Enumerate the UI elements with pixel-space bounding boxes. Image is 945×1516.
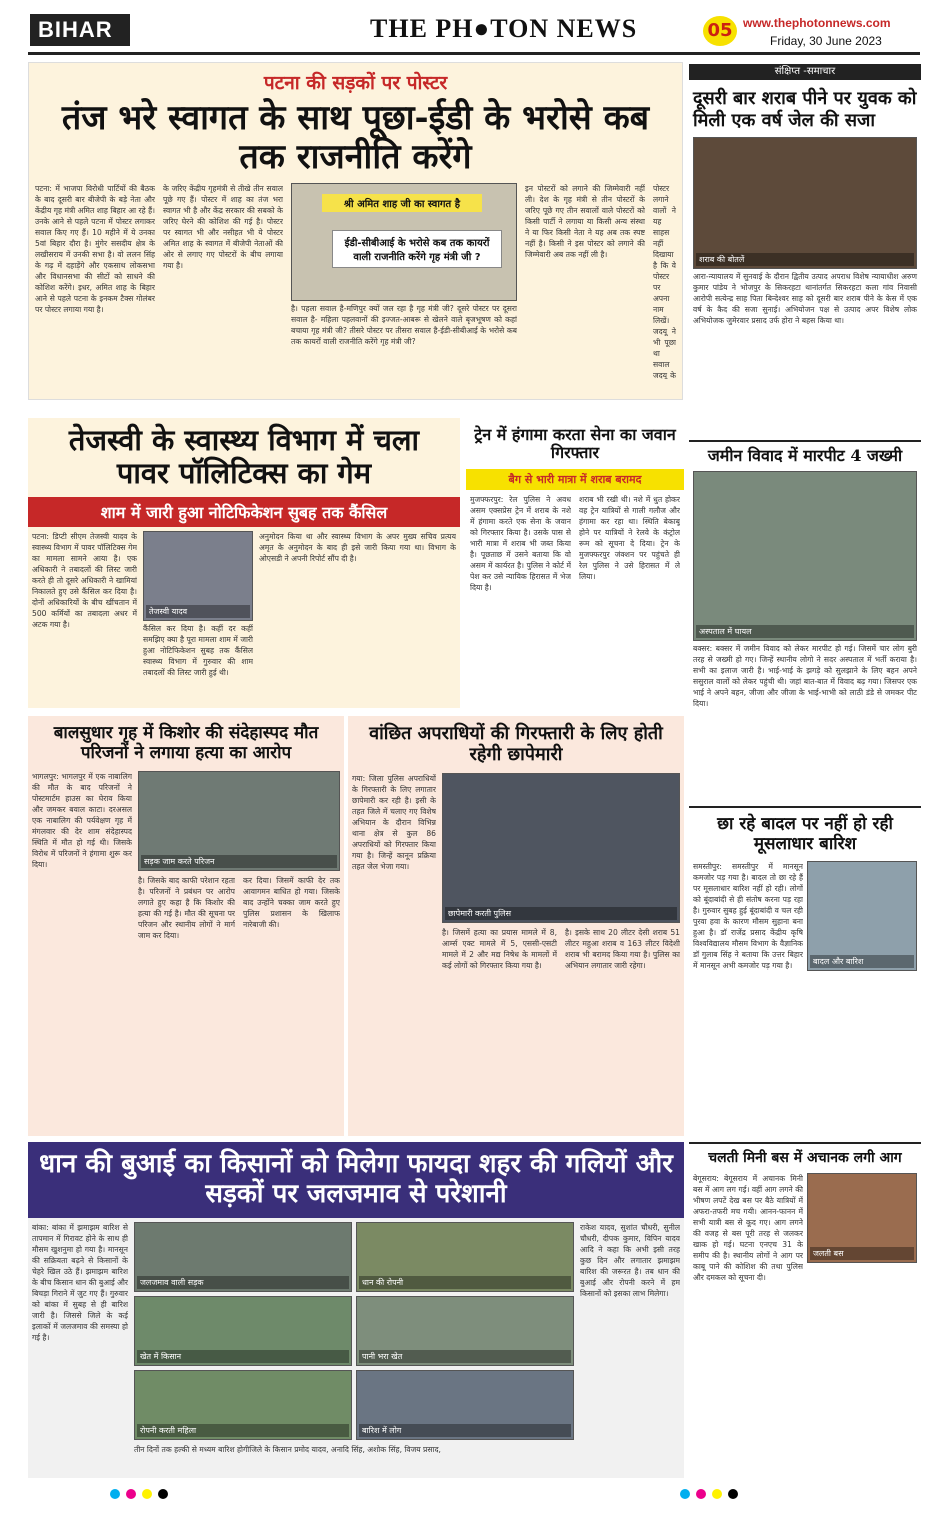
print-registration-marks [0,1483,945,1513]
juvenile-body-col-1: भागलपुर: भागलपुर में एक नाबालिग की मौत के बाद परिजनों ने पोस्टमार्टम हाउस का घेराव किया और जमकर बवाल काटा। दरअसल एक नाबालिग की पर्यवेक्षण गृह में मंगलवार की देर शाम संदेहास्पद स्थिति में मौत हो गई थी। जिसके विरोध में परिजनों ने हंगामा शुरू कर दिया। [32,772,132,870]
paddy-photo-6-label: बारिश में लोग [359,1424,571,1437]
paddy-photo-1 [134,1222,352,1292]
weather-photo-label: बादल और बारिश [810,955,914,968]
masthead-rule [28,52,920,55]
brief-photo-label: शराब की बोतलें [696,253,914,266]
bus-fire-body: बेगूसराय: बेगूसराय में अचानक मिनी बस में आग लग गई। वहीं आग लगने की भीषण लपटें देख बस पर बैठे यात्रियों में अफरा-तफरी मच गयी। आनन-फानन में सभी यात्री बस से कूद गए। आग लगने की वजह से बस पूरी तरह से जलकर खाक हो गई। घटना एनएच 31 के समीप की है। स्थानीय लोगों ने आग पर काबू पाने की कोशिश की तथा पुलिस और दमकल को सूचना दी। [693,1173,803,1282]
issue-date: Friday, 30 June 2023 [770,34,882,48]
brief-banner: संक्षिप्त -समाचार [689,64,921,80]
paddy-body-col-2: राकेश यादव, सुशांत चौधरी, सुनील चौधरी, दीपक कुमार, विपिन यादव आदि ने कहा कि अभी इसी तरह कुछ दिन और लगातार झमाझम बारिश की जरूरत है। तब धान की बुआई और रोपनी करने में हम किसानों को इसका लाभ मिलेगा। [580,1222,680,1298]
juvenile-photo-label: सड़क जाम करते परिजन [141,855,337,868]
tejashwi-body-col-3: अनुमोदन किया था और स्वास्थ्य विभाग के अपर मुख्य सचिव प्रत्यय अमृत के अनुमोदन के बाद ही इसे जारी किया गया था। विभाग के ओएसडी ने अपनी रिपोर्ट सौंप दी है। [259,531,456,563]
section-tag: BIHAR [30,14,130,46]
brief-photo [693,137,917,269]
paddy-photo-2 [356,1222,574,1292]
brief-headline: दूसरी बार शराब पीने पर युवक को मिली एक वर्ष जेल की सजा [693,88,917,131]
lead-body-col-1: पटना: में भाजपा विरोधी पार्टियों की बैठक के बाद दूसरी बार बीजेपी के बड़े नेता और केंद्रीय गृह मंत्री अमित शाह बिहार आ रहे हैं। उनके आने से पहले पटना में पोस्टर लगाकर सवाल किए गए हैं। 10 महीने में ये उनका 5वां बिहार दौरा है। मुंगेर ससदीय क्षेत्र के लखीसराय में उनकी सभा है। वो ललन सिंह के गढ़ में दहाड़ेंगे और एकसाथ लोकसभा और विधानसभा की सीटों को साधने की कोशिश करेंगे। इधर, अमित शाह के बिहार आने से पहले पटना के इनकम टैक्स गोलंबर पर पोस्टर लगाया गया है। [35,184,155,315]
paddy-photo-6 [356,1370,574,1440]
masthead [0,0,945,52]
land-dispute-photo [693,471,917,641]
juvenile-headline: बालसुधार गृह में किशोर की संदेहास्पद मौत परिजनों ने लगाया हत्या का आरोप [53,723,319,763]
juvenile-photo [138,771,340,871]
reg-dot [126,1489,136,1499]
lead-body-col-5: पोस्टर लगाने वालों ने यह साहस नहीं दिखाया है कि वे पोस्टर पर अपना नाम लिखें। जदयू ने भी पूछा था सवाल जदयू के [653,184,676,380]
lead-story [28,62,683,400]
page-number-badge: 05 [703,16,737,46]
land-dispute-headline: जमीन विवाद में मारपीट 4 जख्मी [707,446,903,465]
paddy-story [28,1142,684,1478]
paddy-body-col-1: बांका: बांका में झमाझम बारिश से तापमान में गिरावट होने के साथ ही मौसम खुशनुमा हो गया है। मानसून की सक्रियता बढ़ने से किसानों के चेहरे खिल उठे हैं। झमाझम बारिश के बीच किसान धान की बुआई और बिचड़ा गिराने में जुट गए हैं। गुरुवार को बांका में सुबह से ही बारिश जारी है। जिससे जिले के कई इलाकों में जलजमाव की समस्या हो गई है। [32,1222,128,1342]
weather-photo [807,861,917,971]
brief-story [689,84,921,434]
tejashwi-photo-col [143,531,253,701]
lead-photo-area [291,183,517,379]
train-body-col-2: शराब भी रखी थी। नशे में धुत होकर वह ट्रेन यात्रियों से गाली गलौज और हंगामा कर रहा था। स्थिति बेकाबू होने पर यात्रियों ने रेलवे के कंट्रोल रूम को सूचना दे दिया। ट्रेन के मुजफ्फरपुर जंक्शन पर पहुंचते ही रेल पुलिस ने उसे हिरासत में ले लिया। [579,494,680,581]
paddy-photo-3 [134,1296,352,1366]
site-url[interactable]: www.thephotonnews.com [743,16,891,30]
paddy-headline: धान की बुआई का किसानों को मिलेगा फायदा शहर की गलियों और सड़कों पर जलजमाव से परेशानी [28,1142,684,1218]
train-story [466,418,684,708]
reg-dot [728,1489,738,1499]
reg-dot [680,1489,690,1499]
paper-name: THE PH●TON NEWS [370,14,638,43]
bus-fire-headline: चलती मिनी बस में अचानक लगी आग [708,1150,902,1166]
reg-dot [696,1489,706,1499]
raids-photo-label: छापेमारी करती पुलिस [445,907,677,920]
reg-dot [142,1489,152,1499]
land-dispute-photo-label: अस्पताल में घायल [696,625,914,638]
raids-headline: वांछित अपराधियों की गिरफ्तारी के लिए होती रहेगी छापेमारी [369,723,663,765]
tejashwi-photo [143,531,253,621]
bus-fire-photo [807,1173,917,1263]
raids-body-col-2: है। जिसमें हत्या का प्रयास मामले में 8, आर्म्स एक्ट मामले में 5, एससी-एसटी मामले में 2 और मद्य निषेध के मामलों में कई लोगों को गिरफ्तार किया गया है। [442,928,557,971]
weather-headline: छा रहे बादल पर नहीं हो रही मूसलाधार बारिश [717,814,893,855]
raids-body-col-1: गया: जिला पुलिस अपराधियों के गिरफ्तारी के लिए लगातार छापेमारी कर रही है। इसी के तहत जिले में चलाए गए विशेष अभियान के दौरान विभिन्न थाना क्षेत्र से कुल 86 अपराधियों को गिरफ्तार किया गया है। जिन्हें कानून प्रक्रिया तहत जेल भेजा गया। [352,774,436,872]
lead-body-col-4: इन पोस्टरों को लगाने की जिम्मेवारी नहीं ली। देश के गृह मंत्री से तीन पोस्टरों के जरिए पूछे गए तीन सवालों वाले पोस्टरों को किसी पार्टी ने लगाया या किसी अन्य संस्था ने या फिर किसी नेता ने यह अब तक स्पष्ट नहीं है। किसी ने इस पोस्टर को लगाने की जिम्मेवारी अब तक नहीं ली है। [525,184,645,260]
raids-right [442,773,680,1113]
land-dispute-story [689,440,921,800]
raids-story [348,716,684,1136]
poster-banner-1: श्री अमित शाह जी का स्वागत है [322,194,482,212]
reg-dot [110,1489,120,1499]
paddy-photo-5 [134,1370,352,1440]
lead-kicker: पटना की सड़कों पर पोस्टर [263,72,448,94]
tejashwi-body-col-1: पटना: डिप्टी सीएम तेजस्वी यादव के स्वास्थ्य विभाग में पावर पॉलिटिक्स गेम का मामला सामने आया है। एक अधिकारी ने तबादलों की लिस्ट जारी करते ही तो दूसरे अधिकारी ने खामियां निकालते हुए उसे कैंसिल कर दिया है। दोनों अधिकारियों के बीच खींचतान में 500 कर्मियों का तबादला अधर में अटक गया है। [32,531,137,629]
lead-body-col-2: के जरिए केंद्रीय गृहमंत्री से तीखे तीन सवाल पूछे गए हैं। पोस्टर में शाह का तंज भरा स्वागत भी है और केंद्र सरकार की सबको के जरिए घेरने की कोशिश की गई है। पोस्टर पर स्वागत भी और नसीहत भी ये पोस्टर अमित शाह के स्वागत में बीजेपी नेताओं की ओर से लगाए गए पोस्टरों के बीच लगाया गया है। [163,184,283,271]
weather-story [689,806,921,1136]
raids-body-col-3: है। इसके साथ 20 लीटर देसी शराब 51 लीटर महुआ शराब व 163 लीटर विदेशी शराब भी बरामद किया गया है। पुलिस का अभियान लगातार जारी रहेगा। [565,928,680,971]
paddy-caption: तीन दिनों तक हल्की से मध्यम बारिश होगीजिले के किसान प्रमोद यादव, अनादि सिंह, अशोक सिंह, विजय प्रसाद, [134,1444,441,1454]
tejashwi-body-col-2: कैंसिल कर दिया है। कहीं दर कहीं समझिए क्या है पूरा मामला शाम में जारी हुआ नोटिफिकेशन सुबह तक कैंसिल स्वास्थ्य विभाग में गुरुवार की शाम तबादलों की लिस्ट जारी हुई थी। [143,623,253,677]
weather-body: समस्तीपुर: समस्तीपुर में मानसून कमजोर पड़ गया है। बादल तो छा रहे हैं पर मूसलाधार बारिश नहीं हो रही। लोगों को बूंदाबांदी से ही संतोष करना पड़ रहा है। गुरुवार सुबह हुई बूंदाबांदी व चल रही पुरवा हवा के कारण मौसम सुहाना बना हुआ है। डॉ राजेंद्र प्रसाद केंद्रीय कृषि विश्वविद्यालय मौसम विभाग के वैज्ञानिक डॉ गुलाब सिंह ने बताया कि उत्तर बिहार में मानसून अभी कमजोर पड़ गया है। [693,861,803,970]
train-subhead: बैग से भारी मात्रा में शराब बरामद [466,469,684,490]
poster-banner-2: ईडी-सीबीआई के भरोसे कब तक कायरों वाली राजनीति करेंगे गृह मंत्री जी ? [332,230,502,268]
paddy-photo-4-label: पानी भरा खेत [359,1350,571,1363]
reg-dot [158,1489,168,1499]
brief-body: आरा-न्यायालय में सुनवाई के दौरान द्वितीय उत्पाद अपराध विशेष न्यायाधीश अरुण कुमार पांडेय ने भोजपुर के सिकरहटा थानांतर्गत सिकरहटा कला गांव निवासी आरोपी सत्येन्द्र साह पिता बिन्देश्वर साह को दूसरी बार शराब पीने के केस में एक वर्ष के कैद की सजा सुनाई। अभियोजन पक्ष से उत्पाद अपर विशेष लोक अभियोजक जुमेरवार प्रसाद उर्फ होरा ने बहस किया था। [693,272,917,326]
raids-photo [442,773,680,923]
juvenile-right [138,771,340,1111]
juvenile-body-col-2: है। जिसके बाद काफी परेशान रहता है। परिजनों ने प्रबंधन पर आरोप लगाते हुए कहा है कि किशोर की हत्या की गई है। मौत की सूचना पर परिजन और स्थानीय लोगों ने मार्ग जाम कर दिया। [138,876,235,941]
paddy-photo-grid [134,1222,574,1462]
lead-body-col-3: है। पहला सवाल है-मणिपुर क्यों जल रहा है गृह मंत्री जी? दूसरे पोस्टर पर दूसरा सवाल है- महिला पहलवानों की इज्जत-आबरू से खेलने वाले बृजभूषण को कहां बचाया गृह मंत्री जी? तीसरे पोस्टर पर तीसरा सवाल है-ईडी-सीबीआई के भरोसे कब तक कायरों वाली राजनीति करेंगे गृह मंत्री जी? [291,304,517,347]
tejashwi-story [28,418,460,708]
paddy-photo-2-label: धान की रोपनी [359,1276,571,1289]
tejashwi-photo-label: तेजस्वी यादव [146,605,250,618]
juvenile-story [28,716,344,1136]
paddy-photo-4 [356,1296,574,1366]
bus-fire-story [689,1142,921,1478]
reg-dot [712,1489,722,1499]
lead-headline: तंज भरे स्वागत के साथ पूछा-ईडी के भरोसे कब तक राजनीति करेंगे [61,98,650,178]
tejashwi-subhead: शाम में जारी हुआ नोटिफिकेशन सुबह तक कैंसिल [28,497,460,527]
paddy-photo-5-label: रोपनी करती महिला [137,1424,349,1437]
land-dispute-body: बक्सर: बक्सर में जमीन विवाद को लेकर मारपीट हो गई। जिसमें चार लोग बुरी तरह से जख्मी हो गए। जिन्हें स्थानीय लोगो ने सदर अस्पताल में भर्ती कराया है। सभी का इलाज जारी है। भाई-भाई के झगड़े को सुलझाने के लिए बहन अपने ससुराल वालों को लेकर पहुंची थी। जहां बात-बात में विवाद बढ़ गया। जिसपर एक भाई ने अपने बहन, जीजा और जीजा के भाई-भाभी को लाठी डंडे से जमकर पीट दिया। [693,644,917,709]
poster-photo [291,183,517,301]
paddy-photo-1-label: जलजमाव वाली सड़क [137,1276,349,1289]
train-body-col-1: मुजफ्फरपुर: रेल पुलिस ने अवध असम एक्सप्रेस ट्रेन में शराब के नशे में हंगामा करते एक सेना के जवान को गिरफ्तार किया है। उसके पास से भारी मात्रा में शराब भी जब्त किया है। पूछताछ में उसने बताया कि वो असम में कार्यरत है। पुलिस ने कोर्ट में पेश कर उसे न्यायिक हिरासत में भेज दिया है। [470,494,571,592]
tejashwi-headline: तेजस्वी के स्वास्थ्य विभाग में चला पावर पॉलिटिक्स का गेम [68,423,420,491]
train-headline: ट्रेन में हंगामा करता सेना का जवान गिरफ्तार [474,425,676,463]
bus-fire-photo-label: जलती बस [810,1247,914,1260]
juvenile-body-col-3: कर दिया। जिसमें काफी देर तक आवागमन बाधित हो गया। जिसके बाद उन्होंने चक्का जाम करते हुए पुलिस प्रशासन के खिलाफ नारेबाजी की। [243,876,340,930]
paddy-photo-3-label: खेत में किसान [137,1350,349,1363]
